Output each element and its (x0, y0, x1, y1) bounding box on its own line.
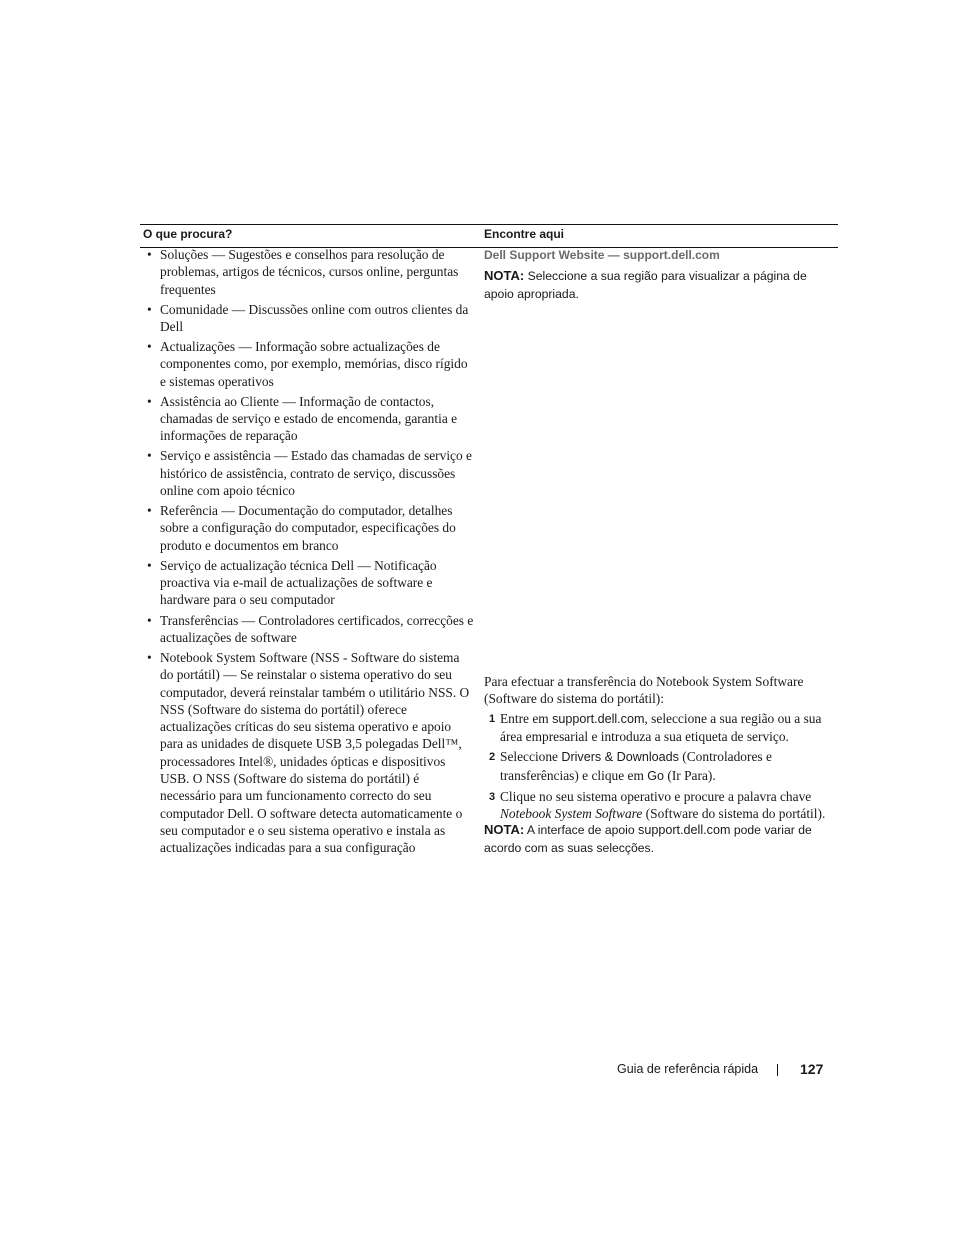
footer-title: Guia de referência rápida (617, 1062, 759, 1076)
step-text: (Controladores e transferências) e clique em (500, 749, 772, 783)
list-item-text: Serviço e assistência — Estado das chamadas de serviço e histórico de assistência, contrato de serviço, discussões online com apoio técnico (160, 448, 472, 499)
step-text: (Software do sistema do portátil). (642, 806, 826, 822)
step-number: 1 (489, 713, 496, 725)
list-item-text: Serviço de actualização técnica Dell — Notificação proactiva via e-mail de actualizações de software e hardware para o seu computador (160, 557, 437, 608)
step-number: 2 (489, 751, 496, 764)
interface-note (484, 821, 834, 857)
region-note (484, 267, 834, 303)
step-text: Clique no seu sistema operativo e procure a palavra chave (500, 788, 812, 804)
topic-list (140, 246, 476, 856)
list-item (140, 393, 476, 445)
page-number: 127 (800, 1061, 824, 1077)
go-label: Go (647, 768, 665, 783)
step-text: (Ir Para). (664, 767, 716, 783)
note-text: pode variar de acordo com as suas selecções. (484, 823, 812, 855)
note-label: NOTA: (484, 822, 525, 837)
list-item-text: Notebook System Software (NSS - Software do sistema do portátil) — Se reinstalar o sistema operativo do seu computador, deverá reinstalar também o utilitário NSS. O NSS (Software do sistema do portátil) oferece actualizações críticas do seu sistema operativo e apoio para as unidades de disquete USB 3,5 polegadas Dell™, processadores Intel®, unidades ópticas e dispositivos USB. O NSS (Software do sistema do portátil) é necessário para um funcionamento correcto do seu computador Dell. O software detecta automaticamente o seu computador e o seu sistema operativo e instala as actualizações indicadas para a sua configuração (160, 649, 470, 856)
support-link[interactable]: support.dell.com (552, 712, 645, 726)
list-item-text: Soluções — Sugestões e conselhos para resolução de problemas, artigos de técnicos, cursos online, perguntas frequentes (160, 247, 459, 297)
support-link[interactable]: support.dell.com (638, 823, 731, 837)
list-item-text: Actualizações — Informação sobre actualizações de componentes como, por exemplo, memórias, disco rígido e sistemas operativos (160, 339, 468, 389)
bullet-icon: • (147, 301, 152, 317)
step-text: , seleccione a sua região ou a sua área empresarial e introduza a sua etiqueta de serviço. (500, 711, 822, 745)
list-item (140, 502, 476, 554)
list-item (140, 246, 476, 298)
list-item-text: Comunidade — Discussões online com outros clientes da Dell (160, 301, 469, 334)
download-intro: Para efectuar a transferência do Notebook System Software (Software do sistema do portátil): (484, 674, 804, 707)
bullet-icon: • (147, 448, 152, 464)
bullet-icon: • (147, 247, 152, 262)
bullet-icon: • (147, 612, 152, 628)
note-text: A interface de apoio (524, 823, 639, 837)
bullet-icon: • (147, 393, 152, 409)
support-website-heading: Dell Support Website — support.dell.com (484, 248, 720, 262)
bullet-icon: • (147, 339, 152, 355)
list-item-text: Assistência ao Cliente — Informação de contactos, chamadas de serviço e estado de encomenda, garantia e informações de reparação (160, 393, 458, 444)
topics-column (140, 246, 476, 859)
step-number: 3 (489, 790, 496, 803)
column-header-what: O que procura? (143, 227, 233, 241)
step-text: Seleccione (500, 749, 562, 765)
list-item (140, 447, 476, 499)
bullet-icon: • (147, 503, 152, 519)
step-item (484, 788, 834, 822)
list-item (140, 649, 476, 857)
list-item (140, 612, 476, 647)
step-item (484, 710, 834, 745)
column-header-where: Encontre aqui (484, 227, 565, 241)
list-item (140, 338, 476, 390)
note-text: Seleccione a sua região para visualizar a página de apoio apropriada. (484, 269, 807, 301)
download-steps (484, 710, 834, 825)
note-label: NOTA: (484, 268, 525, 283)
list-item (140, 301, 476, 336)
table-top-rule (140, 224, 838, 225)
list-item-text: Transferências — Controladores certificados, correcções e actualizações de software (160, 612, 474, 645)
step-text: Entre em (500, 711, 553, 726)
step-item (484, 748, 834, 784)
bullet-icon: • (147, 649, 152, 665)
footer-separator (777, 1064, 778, 1076)
bullet-icon: • (147, 557, 152, 573)
list-item-text: Referência — Documentação do computador, detalhes sobre a configuração do computador, especificações do produto e documentos em branco (160, 503, 456, 553)
drivers-downloads-label: Drivers & Downloads (561, 750, 679, 765)
keyword-text: Notebook System Software (500, 806, 643, 822)
list-item (140, 557, 476, 609)
